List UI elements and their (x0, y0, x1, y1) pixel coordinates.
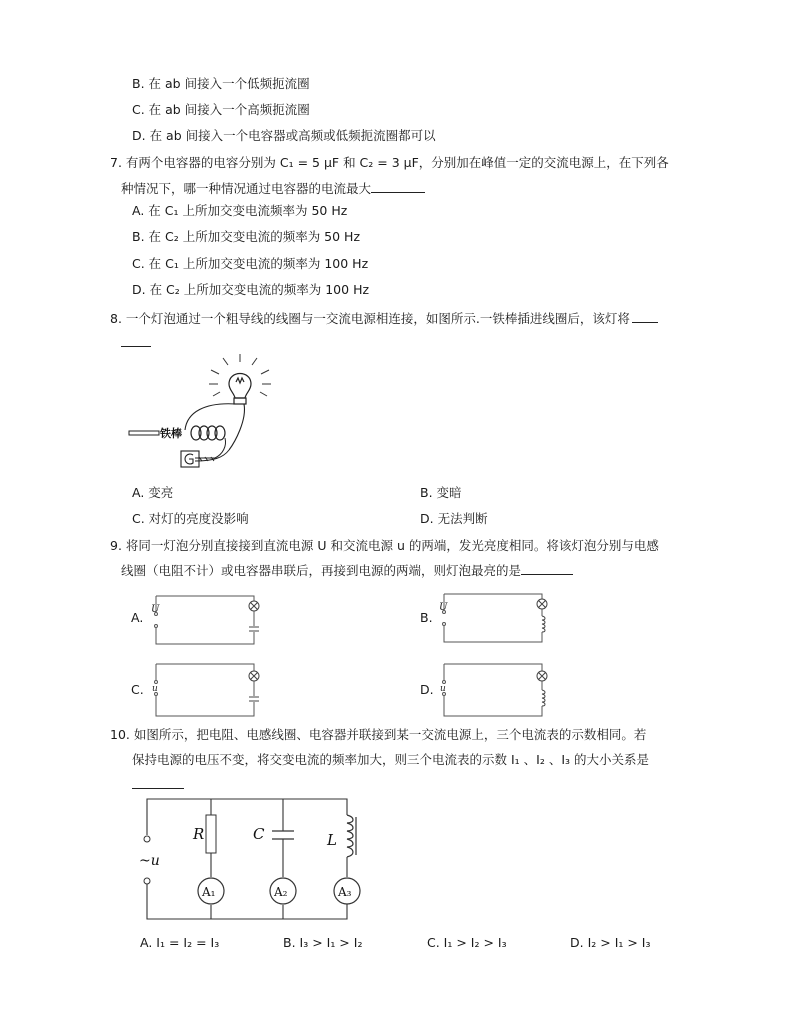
q8-option-a: A. 变亮 (132, 485, 174, 500)
inductor-label: L (327, 831, 337, 849)
lamp-coil-figure (125, 350, 285, 470)
q9-label-d: D. (420, 682, 434, 697)
q9-label-a: A. (131, 610, 144, 625)
capacitor-icon (247, 626, 261, 632)
q8-stem: 8. 一个灯泡通过一个粗导线的线圈与一交流电源相连接，如图所示.一铁棒插进线圈后，该灯将 (110, 310, 658, 327)
lamp-icon (249, 671, 259, 681)
q8-answer-blank (121, 334, 151, 347)
lamp-icon (537, 599, 547, 609)
light-bulb-icon (229, 374, 251, 405)
source-label: U (151, 604, 160, 615)
ammeter-a2-icon (270, 878, 296, 904)
ac-generator-icon (181, 451, 199, 467)
capacitor-icon (272, 831, 294, 839)
capacitor-label: C (253, 825, 265, 843)
q7-option-b: B. 在 C₂ 上所加交变电流的频率为 50 Hz (132, 229, 361, 244)
q9-circuit-b (438, 590, 548, 645)
q6-option-b: B. 在 ab 间接入一个低频扼流圈 (132, 76, 310, 91)
q8-option-d: D. 无法判断 (420, 511, 488, 526)
q10-option-b: B. I₃ > I₁ > I₂ (283, 935, 363, 950)
twisted-leads (195, 438, 229, 461)
capacitor-icon (247, 696, 261, 702)
q10-parallel-circuit (135, 795, 375, 935)
q7-stem-line2: 种情况下，哪一种情况通过电容器的电流最大 (121, 180, 425, 197)
coil-icon (191, 426, 225, 440)
q9-circuit-d (438, 660, 548, 720)
q6-option-d: D. 在 ab 间接入一个电容器或高频或低频扼流圈都可以 (132, 128, 436, 143)
resistor-label: R (193, 825, 205, 843)
source-label: u (152, 684, 158, 694)
ammeter-a1-icon (198, 878, 224, 904)
q10-option-c: C. I₁ > I₂ > I₃ (427, 935, 507, 950)
q10-option-d: D. I₂ > I₁ > I₃ (570, 935, 651, 950)
q8-option-b: B. 变暗 (420, 485, 462, 500)
inductor-icon (538, 690, 546, 706)
q7-option-a: A. 在 C₁ 上所加交变电流频率为 50 Hz (132, 203, 348, 218)
q7-option-d: D. 在 C₂ 上所加交变电流的频率为 100 Hz (132, 282, 370, 297)
q9-circuit-c (150, 660, 260, 720)
q9-circuit-a (150, 592, 260, 647)
ammeter-a3-icon (334, 878, 360, 904)
q8-option-c: C. 对灯的亮度没影响 (132, 511, 249, 526)
lamp-icon (249, 601, 259, 611)
source-label: U (439, 602, 448, 613)
inductor-icon (538, 616, 546, 632)
lamp-icon (537, 671, 547, 681)
resistor-icon (206, 815, 216, 853)
q7-stem-line1: 7. 有两个电容器的电容分别为 C₁ = 5 μF 和 C₂ = 3 μF，分别加在峰值一定的交流电源上，在下列各 (110, 155, 669, 170)
iron-rod-label: 铁棒 (160, 427, 182, 440)
q10-stem-line2: 保持电源的电压不变，将交变电流的频率加大，则三个电流表的示数 I₁ 、I₂ 、I₃ 的大小关系是 (132, 752, 649, 767)
iron-rod-icon (129, 431, 159, 435)
q10-stem-line1: 10. 如图所示，把电阻、电感线圈、电容器并联接到某一交流电源上，三个电流表的示数相同。若 (110, 727, 647, 742)
q10-answer-blank (132, 776, 184, 789)
q9-label-b: B. (420, 610, 433, 625)
light-rays-icon (209, 354, 271, 396)
svg-text:A₁: A₁ (202, 885, 216, 899)
q9-label-c: C. (131, 682, 144, 697)
ac-source-label: ~u (139, 853, 160, 869)
q7-option-c: C. 在 C₁ 上所加交变电流的频率为 100 Hz (132, 256, 369, 271)
svg-text:A₃: A₃ (338, 885, 352, 899)
q10-option-a: A. I₁ = I₂ = I₃ (140, 935, 220, 950)
q9-stem-line1: 9. 将同一灯泡分别直接接到直流电源 U 和交流电源 u 的两端，发光亮度相同。将该灯泡分别与电感 (110, 538, 659, 553)
q9-stem-line2: 线圈（电阻不计）或电容器串联后，再接到电源的两端，则灯泡最亮的是 (121, 562, 573, 579)
source-label: u (440, 684, 446, 694)
inductor-icon (347, 815, 353, 857)
svg-text:A₂: A₂ (274, 885, 288, 899)
q6-option-c: C. 在 ab 间接入一个高频扼流圈 (132, 102, 310, 117)
